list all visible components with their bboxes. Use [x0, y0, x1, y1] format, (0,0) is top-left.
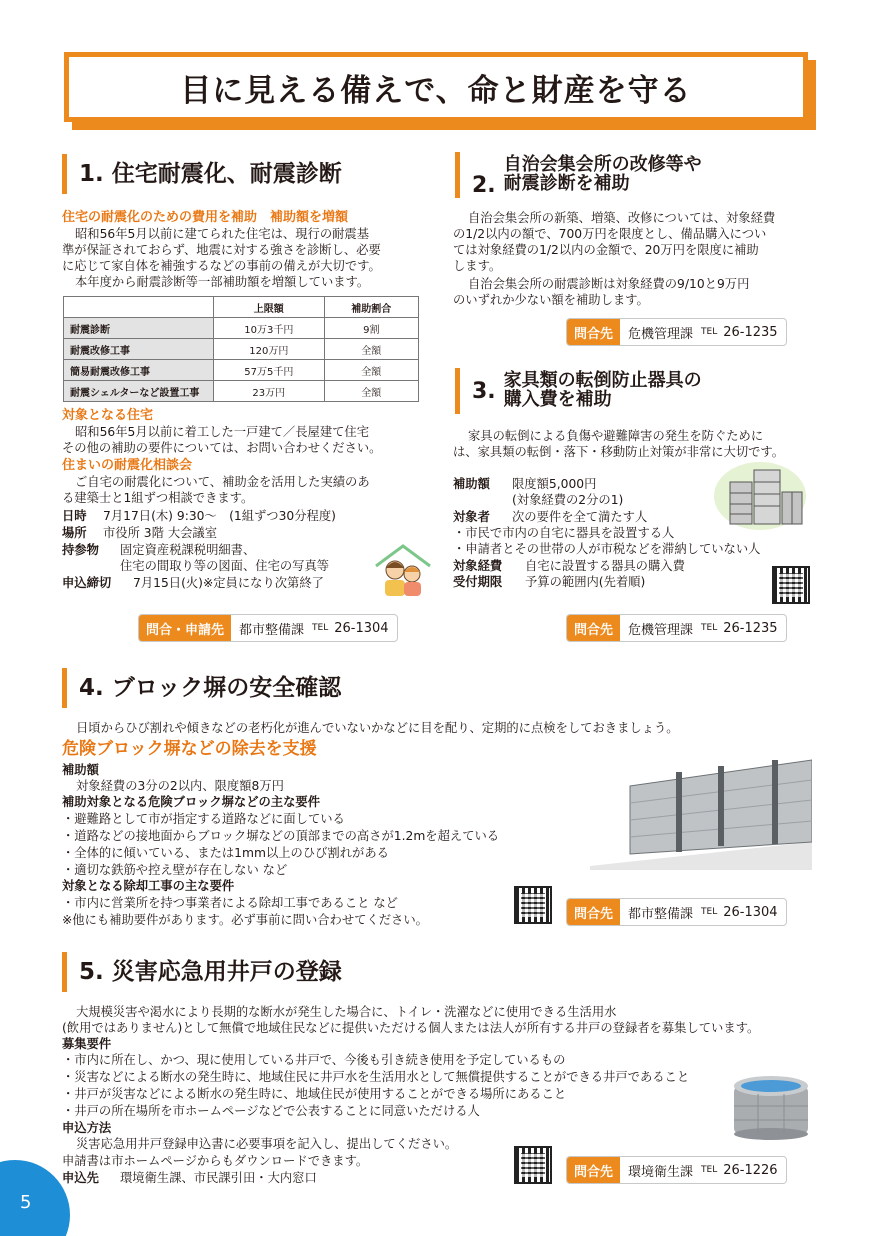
qr-code[interactable]	[514, 1146, 552, 1184]
table-header-rate: 補助割合	[324, 297, 418, 318]
s4-work-value: ・市内に営業所を持つ事業者による除却工事であること など	[62, 896, 398, 910]
bring-value: 住宅の間取り等の図面、住宅の写真等	[120, 559, 330, 573]
section-2-heading	[455, 152, 702, 198]
date-label: 日時	[62, 509, 87, 523]
s5-apply-line: 災害応急用井戸登録申込書に必要事項を記入し、提出してください。	[76, 1137, 458, 1151]
place-value: 市役所 3階 大会議室	[103, 526, 218, 540]
deadline-label: 申込締切	[62, 576, 112, 590]
tel-mark: TEL	[701, 907, 718, 917]
s1-paragraph-line: 本年度から耐震診断等一部補助額を増額しています。	[75, 275, 370, 289]
s3-requirement: ・市民で市内の自宅に器具を設置する人	[453, 526, 675, 540]
s3-amount-value: (対象経費の2分の1)	[512, 493, 624, 507]
s5-dest-label: 申込先	[62, 1171, 99, 1185]
s1-paragraph-line: 準が保証されておらず、地震に対する強さを診断し、必要	[62, 243, 381, 257]
table-row-limit: 57万5千円	[214, 360, 325, 381]
s3-amount-value: 限度額5,000円	[512, 477, 597, 491]
s3-requirement: ・申請者とその世帯の人が市税などを滞納していない人	[453, 542, 761, 556]
qr-code[interactable]	[514, 886, 552, 924]
well-illustration	[730, 1072, 812, 1140]
s5-intro-line: (飲用ではありません)として無償で地域住民などに提供いただける個人または法人が所有する井戸の登録者を募集しています。	[62, 1021, 760, 1035]
section-3-title-line: 購入費を補助	[503, 389, 612, 410]
contact-tag: 問合先	[567, 319, 620, 345]
contact-tag: 問合先	[567, 615, 620, 641]
contact-phone[interactable]: 26-1304	[723, 904, 778, 920]
table-row-label: 耐震診断	[64, 318, 214, 339]
s4-amount-value: 対象経費の3分の2以内、限度額8万円	[76, 779, 284, 793]
s4-note: ※他にも補助要件があります。必ず事前に問い合わせてください。	[62, 913, 428, 927]
contact-phone[interactable]: 26-1235	[723, 620, 778, 636]
contact-dept: 環境衛生課	[628, 1164, 694, 1180]
table-row-rate: 全額	[324, 381, 418, 402]
page-title: 目に見える備えで、命と財産を守る	[180, 72, 692, 109]
table-header-row	[64, 297, 419, 318]
s5-requirement: ・井戸の所在場所を市ホームページなどで公表することに同意いただける人	[62, 1104, 480, 1118]
heading-bar	[455, 152, 460, 198]
s1-subheading-target: 対象となる住宅	[62, 408, 154, 423]
title-banner	[64, 52, 808, 122]
s3-cost-label: 対象経費	[453, 559, 503, 573]
s4-work-label: 対象となる除却工事の主な要件	[62, 879, 235, 893]
bring-label: 持参物	[62, 543, 99, 557]
contact-dept: 都市整備課	[628, 906, 694, 922]
s1-paragraph-line: その他の補助の要件については、お問い合わせください。	[62, 441, 382, 455]
bring-value: 固定資産税課税明細書、	[120, 543, 256, 557]
contact-dept: 危機管理課	[628, 622, 694, 638]
s5-intro-line: 大規模災害や渇水により長期的な断水が発生した場合に、トイレ・洗濯などに使用できる生活用水	[76, 1005, 617, 1019]
s4-subheading: 危険ブロック塀などの除去を支援	[62, 739, 317, 759]
family-house-illustration	[370, 540, 436, 598]
contact-dept: 都市整備課	[239, 622, 305, 638]
s5-contact-box	[566, 1156, 787, 1184]
s1-paragraph-line: に応じて家自体を補強するなどの事前の備えが大切です。	[62, 259, 381, 273]
s3-period-label: 受付期限	[453, 575, 503, 589]
s3-paragraph-line: 家具の転倒による負傷や避難障害の発生を防ぐために	[468, 429, 764, 443]
s3-target-value: 次の要件を全て満たす人	[512, 510, 648, 524]
s2-contact-box	[566, 318, 787, 346]
section-2-title-line: 自治会集会所の改修等や	[503, 154, 702, 176]
table-row-label: 簡易耐震改修工事	[64, 360, 214, 381]
section-4-heading	[62, 668, 341, 708]
tel-mark: TEL	[701, 327, 718, 337]
s4-amount-label: 補助額	[62, 763, 99, 777]
contact-tag: 問合・申請先	[139, 615, 231, 641]
s1-subheading-cost: 住宅の耐震化のための費用を補助 補助額を増額	[62, 210, 349, 225]
s4-requirements-label: 補助対象となる危険ブロック塀などの主な要件	[62, 795, 320, 809]
s2-paragraph-line: 自治会集会所の耐震診断は対象経費の9/10と9万円	[468, 277, 750, 291]
section-3-number: 3.	[472, 378, 496, 404]
table-row	[64, 318, 419, 339]
contact-phone[interactable]: 26-1304	[334, 620, 389, 636]
section-3-heading	[455, 368, 702, 414]
s3-period-value: 予算の範囲内(先着順)	[525, 575, 646, 589]
section-1-heading	[62, 154, 342, 194]
page-number: 5	[20, 1192, 32, 1213]
date-value: 7月17日(木) 9:30～ (1組ずつ30分程度)	[103, 509, 336, 523]
contact-phone[interactable]: 26-1226	[723, 1162, 778, 1178]
s1-contact-box	[138, 614, 398, 642]
s1-paragraph-line: ご自宅の耐震化について、補助金を活用した実績のあ	[75, 475, 370, 489]
s4-requirement: ・全体的に傾いている、または1mm以上のひび割れがある	[62, 846, 389, 860]
page-number-badge	[0, 1160, 70, 1236]
table-row	[64, 360, 419, 381]
contact-tag: 問合先	[567, 1157, 620, 1183]
section-2-number: 2.	[472, 173, 496, 198]
s2-paragraph-line: ては対象経費の1/2以内の金額で、20万円を限度に補助	[453, 243, 759, 257]
s5-apply-label: 申込方法	[62, 1121, 112, 1135]
section-2-title-line: 耐震診断を補助	[503, 173, 630, 194]
table-header-limit: 上限額	[214, 297, 325, 318]
table-row-label: 耐震シェルターなど設置工事	[64, 381, 214, 402]
heading-bar	[62, 952, 67, 992]
s1-paragraph-line: る建築士と1組ずつ相談できます。	[62, 491, 254, 505]
s3-target-label: 対象者	[453, 510, 490, 524]
s1-subheading-consult: 住まいの耐震化相談会	[62, 458, 193, 473]
table-row-limit: 120万円	[214, 339, 325, 360]
heading-bar	[455, 368, 460, 414]
table-row-limit: 23万円	[214, 381, 325, 402]
s2-paragraph-line: の1/2以内の額で、700万円を限度とし、備品購入につい	[453, 227, 767, 241]
s3-amount-label: 補助額	[453, 477, 490, 491]
tel-mark: TEL	[701, 1165, 718, 1175]
subsidy-table	[63, 296, 419, 402]
qr-code[interactable]	[772, 566, 810, 604]
tel-mark: TEL	[312, 623, 329, 633]
table-row-label: 耐震改修工事	[64, 339, 214, 360]
s4-contact-box	[566, 898, 787, 926]
s2-paragraph-line: のいずれか少ない額を補助します。	[453, 293, 649, 307]
section-5-heading	[62, 952, 342, 992]
s5-requirement: ・井戸が災害などによる断水の発生時に、地域住民が使用することができる場所にあること	[62, 1087, 567, 1101]
s5-apply-line: 申請書は市ホームページからもダウンロードできます。	[62, 1154, 369, 1168]
contact-dept: 危機管理課	[628, 326, 694, 342]
place-label: 場所	[62, 526, 87, 540]
table-corner	[64, 297, 214, 318]
contact-tag: 問合先	[567, 899, 620, 925]
s5-requirements-label: 募集要件	[62, 1037, 112, 1051]
tel-mark: TEL	[701, 623, 718, 633]
heading-bar	[62, 154, 67, 194]
section-4-title: 4. ブロック塀の安全確認	[79, 674, 342, 701]
table-row-rate: 全額	[324, 360, 418, 381]
s5-requirement: ・市内に所在し、かつ、現に使用している井戸で、今後も引き続き使用を予定しているもの	[62, 1053, 566, 1067]
section-3-title-line: 家具類の転倒防止器具の	[503, 370, 702, 392]
deadline-value: 7月15日(火)※定員になり次第終了	[133, 576, 324, 590]
s3-paragraph-line: は、家具類の転倒・落下・移動防止対策が非常に大切です。	[453, 445, 785, 459]
s1-paragraph-line: 昭和56年5月以前に建てられた住宅は、現行の耐震基	[75, 227, 370, 241]
table-row	[64, 339, 419, 360]
heading-bar	[62, 668, 67, 708]
s2-paragraph-line: 自治会集会所の新築、増築、改修については、対象経費	[468, 211, 776, 225]
table-row-rate: 全額	[324, 339, 418, 360]
s3-contact-box	[566, 614, 787, 642]
s1-paragraph-line: 昭和56年5月以前に着工した一戸建て／長屋建て住宅	[75, 425, 370, 439]
table-row-limit: 10万3千円	[214, 318, 325, 339]
table-row-rate: 9割	[324, 318, 418, 339]
section-1-title: 1. 住宅耐震化、耐震診断	[79, 160, 342, 187]
s4-requirement: ・道路などの接地面からブロック塀などの頂部までの高さが1.2mを超えている	[62, 829, 500, 843]
s5-requirement: ・災害などによる断水の発生時に、地域住民に井戸水を生活用水として無償提供することができる井戸であること	[62, 1070, 690, 1084]
s2-paragraph-line: します。	[453, 259, 502, 273]
s4-requirement: ・適切な鉄筋や控え壁が存在しない など	[62, 863, 288, 877]
s4-intro: 日頃からひび割れや傾きなどの老朽化が進んでいないかなどに目を配り、定期的に点検をしておきましょう。	[76, 721, 679, 735]
s3-cost-value: 自宅に設置する器具の購入費	[525, 559, 685, 573]
s5-dest-value: 環境衛生課、市民課引田・大内窓口	[120, 1171, 317, 1185]
furniture-illustration	[712, 456, 808, 532]
contact-phone[interactable]: 26-1235	[723, 324, 778, 340]
block-wall-illustration	[590, 758, 812, 870]
s4-requirement: ・避難路として市が指定する道路などに面している	[62, 812, 345, 826]
section-5-title: 5. 災害応急用井戸の登録	[79, 958, 342, 985]
table-row	[64, 381, 419, 402]
